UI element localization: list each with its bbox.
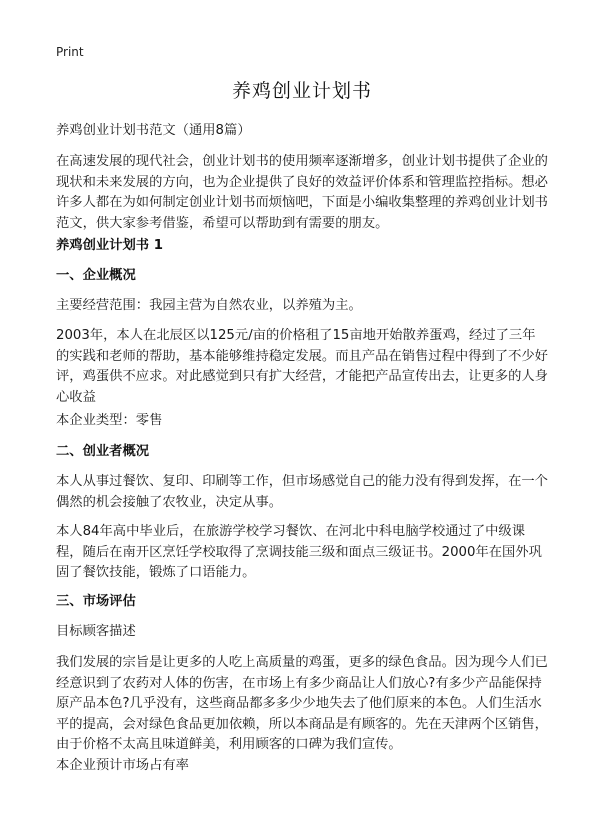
paragraph-history: 2003年，本人在北辰区以125元/亩的价格租了15亩地开始散养蛋鸡，经过了三年的实践和老师的帮助，基本能够维持稳定发展。而且产品在销售过程中得到了不少好评，鸡蛋供不应求。对此感觉到只有扩大经营，才能把产品宣传出去，让更多的人身心收益 [56,328,548,405]
paragraph-market-description: 我们发展的宗旨是让更多的人吃上高质量的鸡蛋，更多的绿色食品。因为现今人们已经意识到了农药对人体的伤害，在市场上有多少商品让人们放心?有多少产品能保持原产品本色?几乎没有，这些商品都多多少少地失去了他们原来的本色。人们生活水平的提高，会对绿色食品更加依赖，所以本商品是有顾客的。先在天津两个区销售，由于价格不太高且味道鲜美，利用顾客的口碑为我们宣传。 [56,655,548,752]
document-title: 养鸡创业计划书 [231,80,372,102]
print-link[interactable]: Print [56,45,84,59]
heading-market-assessment: 三、市场评估 [56,594,136,609]
document-subtitle: 养鸡创业计划书范文（通用8篇） [56,123,251,138]
section-title: 养鸡创业计划书 1 [56,238,163,253]
paragraph-founder-education: 本人84年高中毕业后，在旅游学校学习餐饮、在河北中科电脑学校通过了中级课程，随后在南开区烹饪学校取得了烹调技能三级和面点三级证书。2000年在国外巩固了餐饮技能，锻炼了口语能力。 [56,524,542,580]
paragraph-company-type: 本企业类型：零售 [56,413,163,428]
paragraph-market-share: 本企业预计市场占有率 [56,758,189,773]
intro-paragraph: 在高速发展的现代社会，创业计划书的使用频率逐渐增多，创业计划书提供了企业的现状和未来发展的方向，也为企业提供了良好的效益评价体系和管理监控指标。想必许多人都在为如何制定创业计划书而烦恼吧，下面是小编收集整理的养鸡创业计划书范文，供大家参考借鉴，希望可以帮助到有需要的朋友。 [56,154,548,231]
paragraph-business-scope: 主要经营范围：我园主营为自然农业，以养殖为主。 [56,298,362,313]
paragraph-founder-experience: 本人从事过餐饮、复印、印刷等工作，但市场感觉自己的能力没有得到发挥，在一个偶然的机会接触了农牧业，决定从事。 [56,474,548,510]
heading-company-overview: 一、企业概况 [56,268,136,283]
heading-founder-overview: 二、创业者概况 [56,444,150,459]
paragraph-target-customers: 目标顾客描述 [56,624,136,639]
